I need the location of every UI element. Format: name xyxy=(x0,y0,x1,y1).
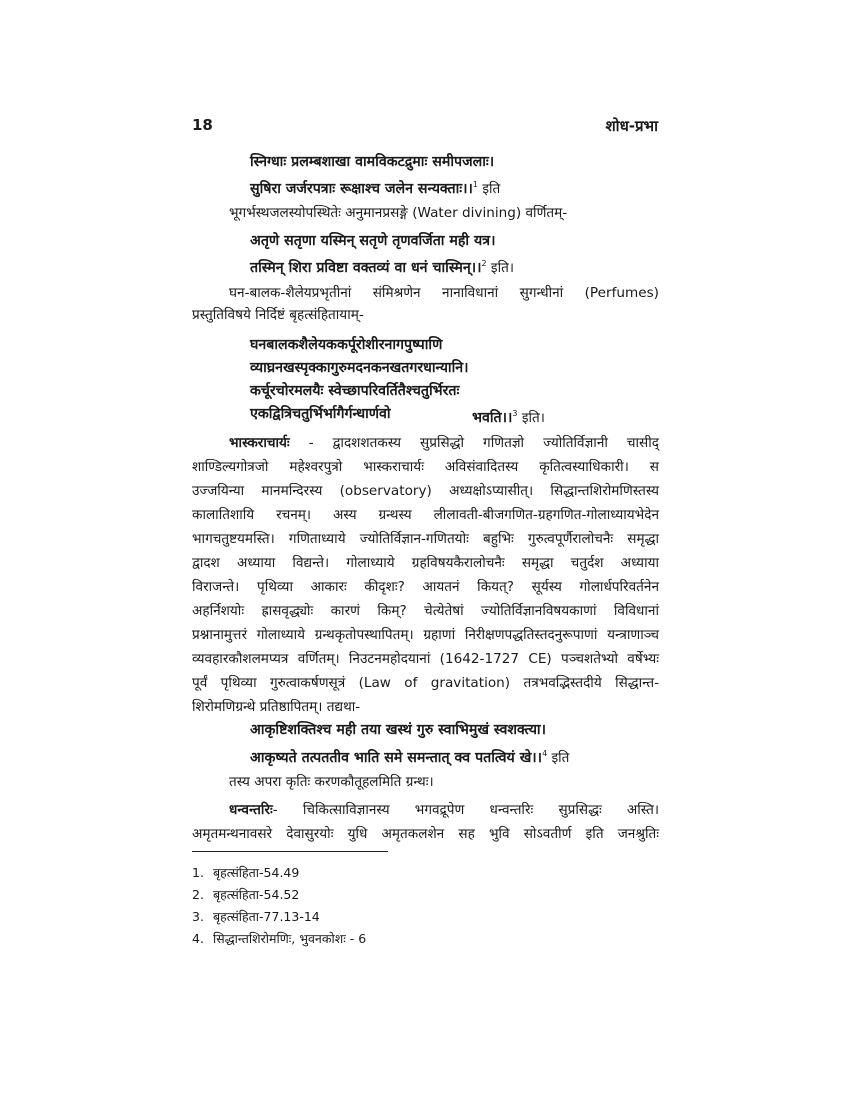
running-title: शोध-प्रभा xyxy=(605,117,658,135)
footnote-number: 4. xyxy=(192,931,204,946)
footnote-text: बृहत्संहिता-54.52 xyxy=(213,887,300,902)
paragraph-line: पूर्वं पृथिव्या गुरुत्वाकर्षणसूत्रं (Law of gravitation) तत्रभवद्भिस्तदीये सिद्धान्त- xyxy=(192,675,659,691)
verse-line xyxy=(250,744,569,768)
footnote-number: 1. xyxy=(192,865,204,880)
verse-line: अतृणे सतृणा यस्मिन् सतृणे तृणवर्जिता मही यत्र। xyxy=(250,233,496,249)
paragraph-line xyxy=(229,433,659,453)
footnote-text: बृहत्संहिता-77.13-14 xyxy=(213,909,320,924)
footnote xyxy=(192,931,366,947)
verse-line: एकद्वित्रिचतुर्भिर्भागैर्गन्धार्णवो xyxy=(250,406,391,422)
footnote xyxy=(192,887,299,903)
paragraph-line: अमृतमन्थनावसरे देवासुरयोः युधि अमृतकलशेन सह भुवि सोऽवतीर्ण इति जनश्रुतिः xyxy=(192,826,659,842)
paragraph-line: तस्य अपरा कृतिः करणकौतूहलमिति ग्रन्थः। xyxy=(229,774,434,790)
paragraph-line: घन-बालक-शैलेयप्रभृतीनां संमिश्रणेन नानाविधानां सुगन्धीनां (Perfumes) xyxy=(229,285,659,301)
footnote-ref: 1 xyxy=(472,180,479,189)
paragraph-line: अहर्निशयोः ह्रासवृद्ध्योः कारणं किम्? चेत्येतेषां ज्योतिर्विज्ञानविषयकाणां विविधानां xyxy=(192,603,659,619)
paragraph-line: शाण्डिल्यगोत्रजो महेश्वरपुत्रो भास्कराचार्यः अविसंवादितस्य कृतित्वस्याधिकारी। स xyxy=(192,459,659,475)
verse-line: घनबालकशैलेयककर्पूरोशीरनागपुष्पाणि xyxy=(250,337,443,353)
verse-suffix: इति। xyxy=(490,260,515,276)
footnote-number: 3. xyxy=(192,909,204,924)
verse-line xyxy=(250,175,500,199)
paragraph-text: - द्वादशशतकस्य सुप्रसिद्धो गणितज्ञो ज्योतिर्विज्ञानी चासीद् xyxy=(289,435,659,451)
verse-suffix: इति। xyxy=(521,410,545,426)
section-heading: धन्वन्तरिः xyxy=(229,802,273,818)
footnote-text: सिद्धान्तशिरोमणिः, भुवनकोशः - 6 xyxy=(213,931,367,946)
paragraph-line: व्यवहारकौशलमप्यत्र वर्णितम्। निउटनमहोदयानां (1642-1727 CE) पञ्चशतेभ्यो वर्षेभ्यः xyxy=(192,651,659,667)
verse-text: सुषिरा जर्जरपत्राः रूक्षाश्च जलेन सन्यक्ताः।। xyxy=(250,181,473,197)
footnote-number: 2. xyxy=(192,887,204,902)
paragraph-line: प्रश्नानामुत्तरं गोलाध्याये ग्रन्थकृतोपस्थापितम्। ग्रहाणां निरीक्षणपद्धतिस्तदनुरूपाणां यन्त्राणाञ्च xyxy=(192,627,659,643)
verse-line: कर्चूरचोरमलयैः स्वेच्छापरिवर्तितैश्चतुर्भिरतः xyxy=(250,383,460,399)
verse-line xyxy=(472,404,545,428)
verse-line: स्निग्धाः प्रलम्बशाखा वामविकटद्रुमाः समीपजलाः। xyxy=(250,154,495,170)
footnote-ref: 4 xyxy=(542,749,548,758)
verse-suffix: इति xyxy=(551,750,570,766)
verse-suffix: इति xyxy=(482,181,501,197)
paragraph-line: भागचतुष्टयमस्ति। गणिताध्याये ज्योतिर्विज्ञान-गणितयोः बहुभिः गुरुत्वपूर्णैरालोचनैः समृद्धा xyxy=(192,531,659,547)
footnote-text: बृहत्संहिता-54.49 xyxy=(213,865,300,880)
footnote xyxy=(192,865,299,881)
paragraph-line: कालातिशायि रचनम्। अस्य ग्रन्थस्य लीलावती-बीजगणित-ग्रहगणित-गोलाध्यायभेदेन xyxy=(192,507,659,523)
verse-line: व्याघ्रनखस्पृक्कागुरुमदनकनखतगरधान्यानि। xyxy=(250,360,469,376)
verse-line xyxy=(250,254,514,278)
paragraph-text: - चिकित्साविज्ञानस्य भगवद्रूपेण धन्वन्तरिः सुप्रसिद्धः अस्ति। xyxy=(272,802,659,818)
paragraph-line: शिरोमणिग्रन्थे प्रतिष्ठापितम्। तद्यथा- xyxy=(192,699,361,715)
verse-line: आकृष्टिशक्तिश्च मही तया खस्थं गुरु स्वाभिमुखं स्वशक्त्या। xyxy=(250,722,546,738)
paragraph-line xyxy=(229,800,659,820)
section-heading: भास्कराचार्यः xyxy=(229,435,290,451)
footnote xyxy=(192,909,320,925)
footnote-divider xyxy=(192,851,388,852)
paragraph-line: उज्जयिन्या मानमन्दिरस्य (observatory) अध्यक्षोऽप्यासीत्। सिद्धान्तशिरोमणिस्तस्य xyxy=(192,483,659,499)
paragraph-line: भूगर्भस्थजलस्योपस्थितेः अनुमानप्रसङ्गे (Water divining) वर्णितम्- xyxy=(229,205,568,221)
paragraph-line: विराजन्ते। पृथिव्या आकारः कीदृशः? आयतनं कियत्? सूर्यस्य गोलार्धपरिवर्तनेन xyxy=(192,579,659,595)
verse-text: भवति।। xyxy=(472,410,513,426)
page-number: 18 xyxy=(192,116,213,134)
paragraph-line: प्रस्तुतिविषये निर्दिष्टं बृहत्संहितायाम्- xyxy=(192,307,364,323)
verse-text: आकृष्यते तत्पततीव भाति समे समन्तात् क्व पतत्वियं खे।। xyxy=(250,750,543,766)
footnote-ref: 2 xyxy=(481,259,487,268)
verse-text: तस्मिन् शिरा प्रविष्टा वक्तव्यं वा धनं चास्मिन्।। xyxy=(250,260,482,276)
footnote-ref: 3 xyxy=(512,409,518,418)
paragraph-line: द्वादश अध्याया विद्यन्ते। गोलाध्याये ग्रहविषयकैरालोचनैः समृद्धा चतुर्दश अध्याया xyxy=(192,555,659,571)
